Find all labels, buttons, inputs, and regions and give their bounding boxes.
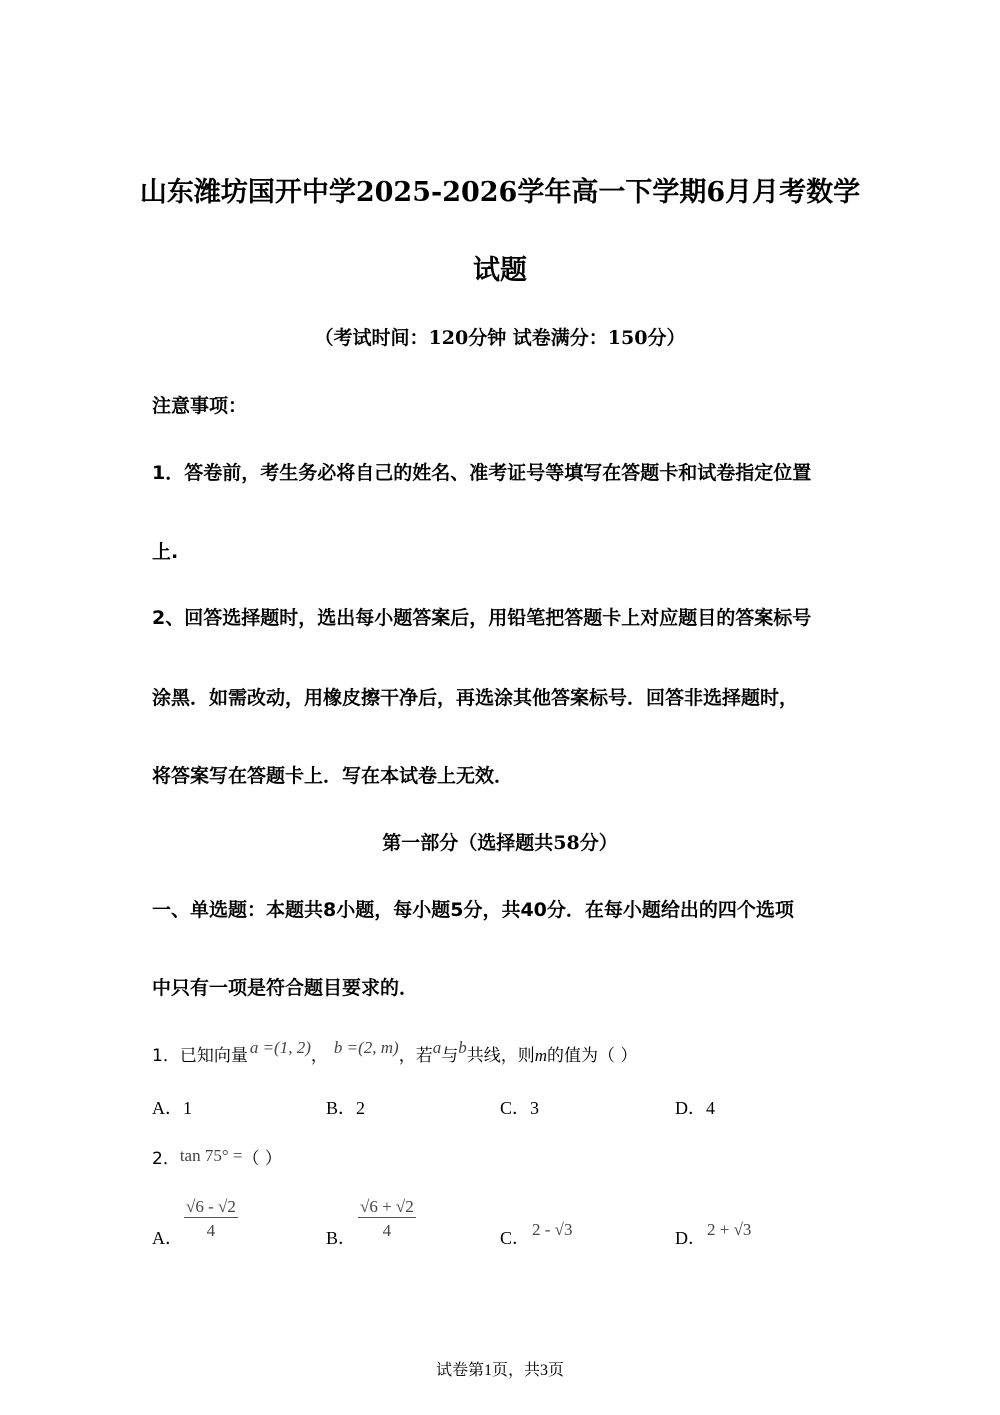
- page-footer: 试卷第1页，共3页: [435, 1362, 564, 1379]
- q1-with: 与: [441, 1046, 459, 1066]
- q2-option-b-label[interactable]: B．: [326, 1228, 357, 1248]
- document-title-line1: 山东潍坊国开中学2025-2026学年高一下学期6月月考数学: [139, 177, 861, 208]
- q1-a: a: [432, 1038, 442, 1057]
- exam-info: （考试时间：120分钟 试卷满分：150分）: [314, 327, 686, 349]
- q1-comma: ，: [310, 1046, 328, 1066]
- q1-suffix: 的值为（ ）: [546, 1046, 638, 1066]
- q1-option-c[interactable]: C．3: [500, 1098, 540, 1118]
- q1-m: m: [534, 1046, 547, 1065]
- q2-option-c-expression[interactable]: 2 - √3: [532, 1220, 573, 1239]
- q1-option-b[interactable]: B．2: [326, 1098, 366, 1118]
- q1-option-d[interactable]: D．4: [675, 1098, 715, 1118]
- notice-item-1-line1: 1．答卷前，考生务必将自己的姓名、准考证号等填写在答题卡和试卷指定位置: [152, 462, 812, 484]
- q2-prefix: 2．: [152, 1149, 180, 1169]
- q2-option-b-numerator: √6 + √2: [360, 1197, 414, 1216]
- q2-suffix: （ ）: [242, 1149, 282, 1169]
- q2-option-b-fraction[interactable]: [358, 1197, 416, 1241]
- q2-option-a-label[interactable]: A．: [152, 1228, 183, 1248]
- notice-item-2-line1: 2、回答选择题时，选出每小题答案后，用铅笔把答题卡上对应题目的答案标号: [152, 607, 812, 629]
- section-heading-line1: 一、单选题：本题共8小题，每小题5分，共40分．在每小题给出的四个选项: [152, 899, 794, 921]
- q1-vector-b: b =(2, m): [333, 1038, 399, 1057]
- question-2: [152, 1144, 282, 1169]
- notice-item-1-line2: 上.: [152, 541, 179, 563]
- document-title-line2: 试题: [473, 255, 527, 286]
- q1-option-a[interactable]: A．1: [152, 1098, 192, 1118]
- notice-item-2-line2: 涂黑．如需改动，用橡皮擦干净后，再选涂其他答案标号．回答非选择题时，: [152, 687, 799, 709]
- q1-vector-a: a =(1, 2): [249, 1038, 311, 1057]
- q1-collinear: 共线，则: [466, 1046, 535, 1066]
- section-heading-line2: 中只有一项是符合题目要求的．: [152, 977, 419, 999]
- q1-b: b: [458, 1038, 467, 1057]
- q2-option-a-numerator: √6 - √2: [186, 1197, 236, 1216]
- q1-mid: ，若: [398, 1046, 433, 1066]
- notice-heading: 注意事项：: [152, 395, 248, 417]
- part-heading: 第一部分（选择题共58分）: [382, 832, 618, 854]
- q2-expression: tan 75° =: [179, 1146, 243, 1165]
- q2-option-b-denominator: 4: [382, 1221, 392, 1240]
- q2-option-d-expression[interactable]: 2 + √3: [707, 1220, 752, 1239]
- q2-option-c-label[interactable]: C．: [500, 1228, 531, 1248]
- notice-item-2-line3: 将答案写在答题卡上．写在本试卷上无效．: [152, 765, 514, 787]
- question-1: [152, 1038, 638, 1066]
- q2-option-d-label[interactable]: D．: [675, 1228, 706, 1248]
- q1-prefix: 1．已知向量: [152, 1046, 248, 1066]
- q2-option-a-denominator: 4: [206, 1221, 216, 1240]
- q2-option-a-fraction[interactable]: [184, 1197, 238, 1241]
